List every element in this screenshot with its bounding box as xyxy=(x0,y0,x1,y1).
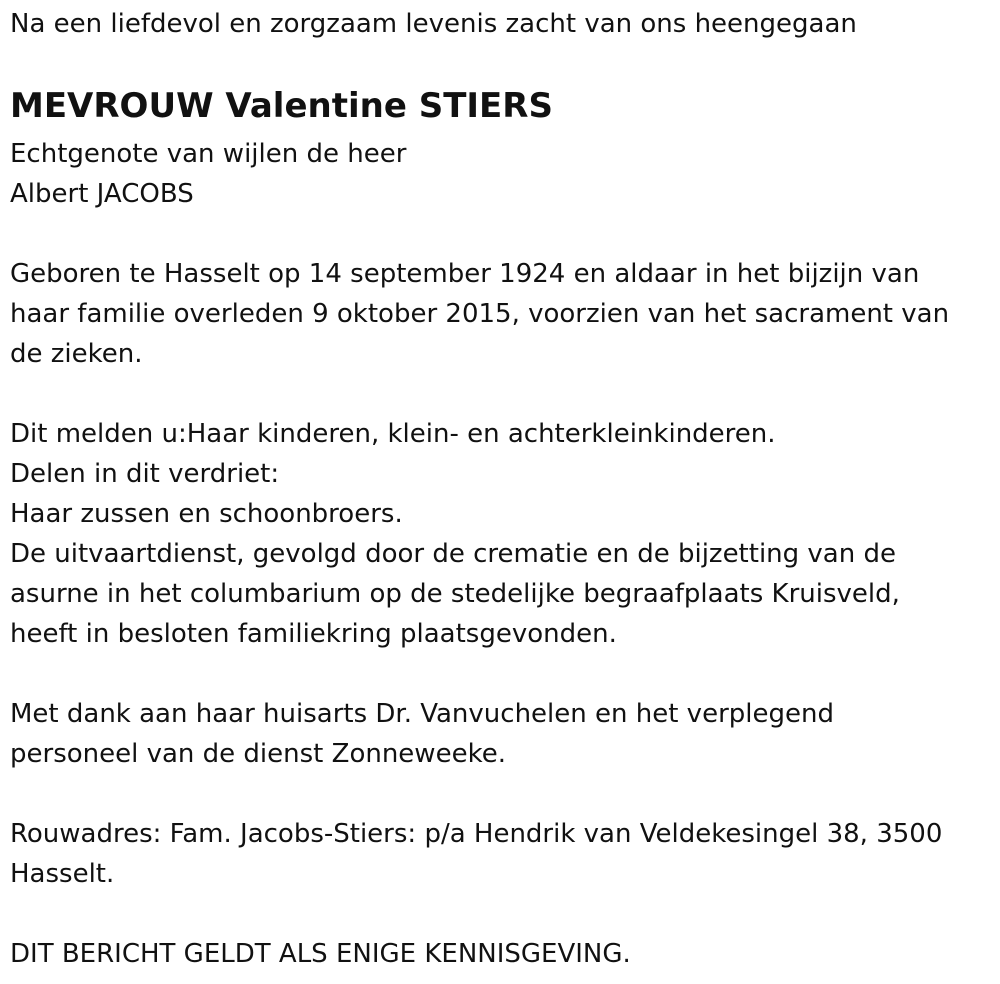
thanks-line-2: personeel van de dienst Zonneweeke. xyxy=(10,739,506,769)
thanks-line-1: Met dank aan haar huisarts Dr. Vanvuchelen en het verplegend xyxy=(10,699,834,729)
spouse-line-1: Echtgenote van wijlen de heer xyxy=(10,139,407,169)
announce-line-5: asurne in het columbarium op de stedelijke begraafplaats Kruisveld, xyxy=(10,579,900,609)
address-line-2: Hasselt. xyxy=(10,859,115,889)
birth-line-1: Geboren te Hasselt op 14 september 1924 en aldaar in het bijzijn van xyxy=(10,259,920,289)
deceased-name: MEVROUW Valentine STIERS xyxy=(10,86,553,126)
birth-line-2: haar familie overleden 9 oktober 2015, voorzien van het sacrament van xyxy=(10,299,950,329)
announce-line-4: De uitvaartdienst, gevolgd door de crematie en de bijzetting van de xyxy=(10,539,896,569)
announce-line-6: heeft in besloten familiekring plaatsgevonden. xyxy=(10,619,617,649)
announce-line-1: Dit melden u:Haar kinderen, klein- en achterkleinkinderen. xyxy=(10,419,776,449)
spouse-line-2: Albert JACOBS xyxy=(10,179,194,209)
intro-text: Na een liefdevol en zorgzaam levenis zacht van ons heengegaan xyxy=(10,9,857,39)
closing-notice: DIT BERICHT GELDT ALS ENIGE KENNISGEVING. xyxy=(10,939,631,969)
address-line-1: Rouwadres: Fam. Jacobs-Stiers: p/a Hendrik van Veldekesingel 38, 3500 xyxy=(10,819,943,849)
announce-line-3: Haar zussen en schoonbroers. xyxy=(10,499,403,529)
announce-line-2: Delen in dit verdriet: xyxy=(10,459,280,489)
birth-line-3: de zieken. xyxy=(10,339,143,369)
